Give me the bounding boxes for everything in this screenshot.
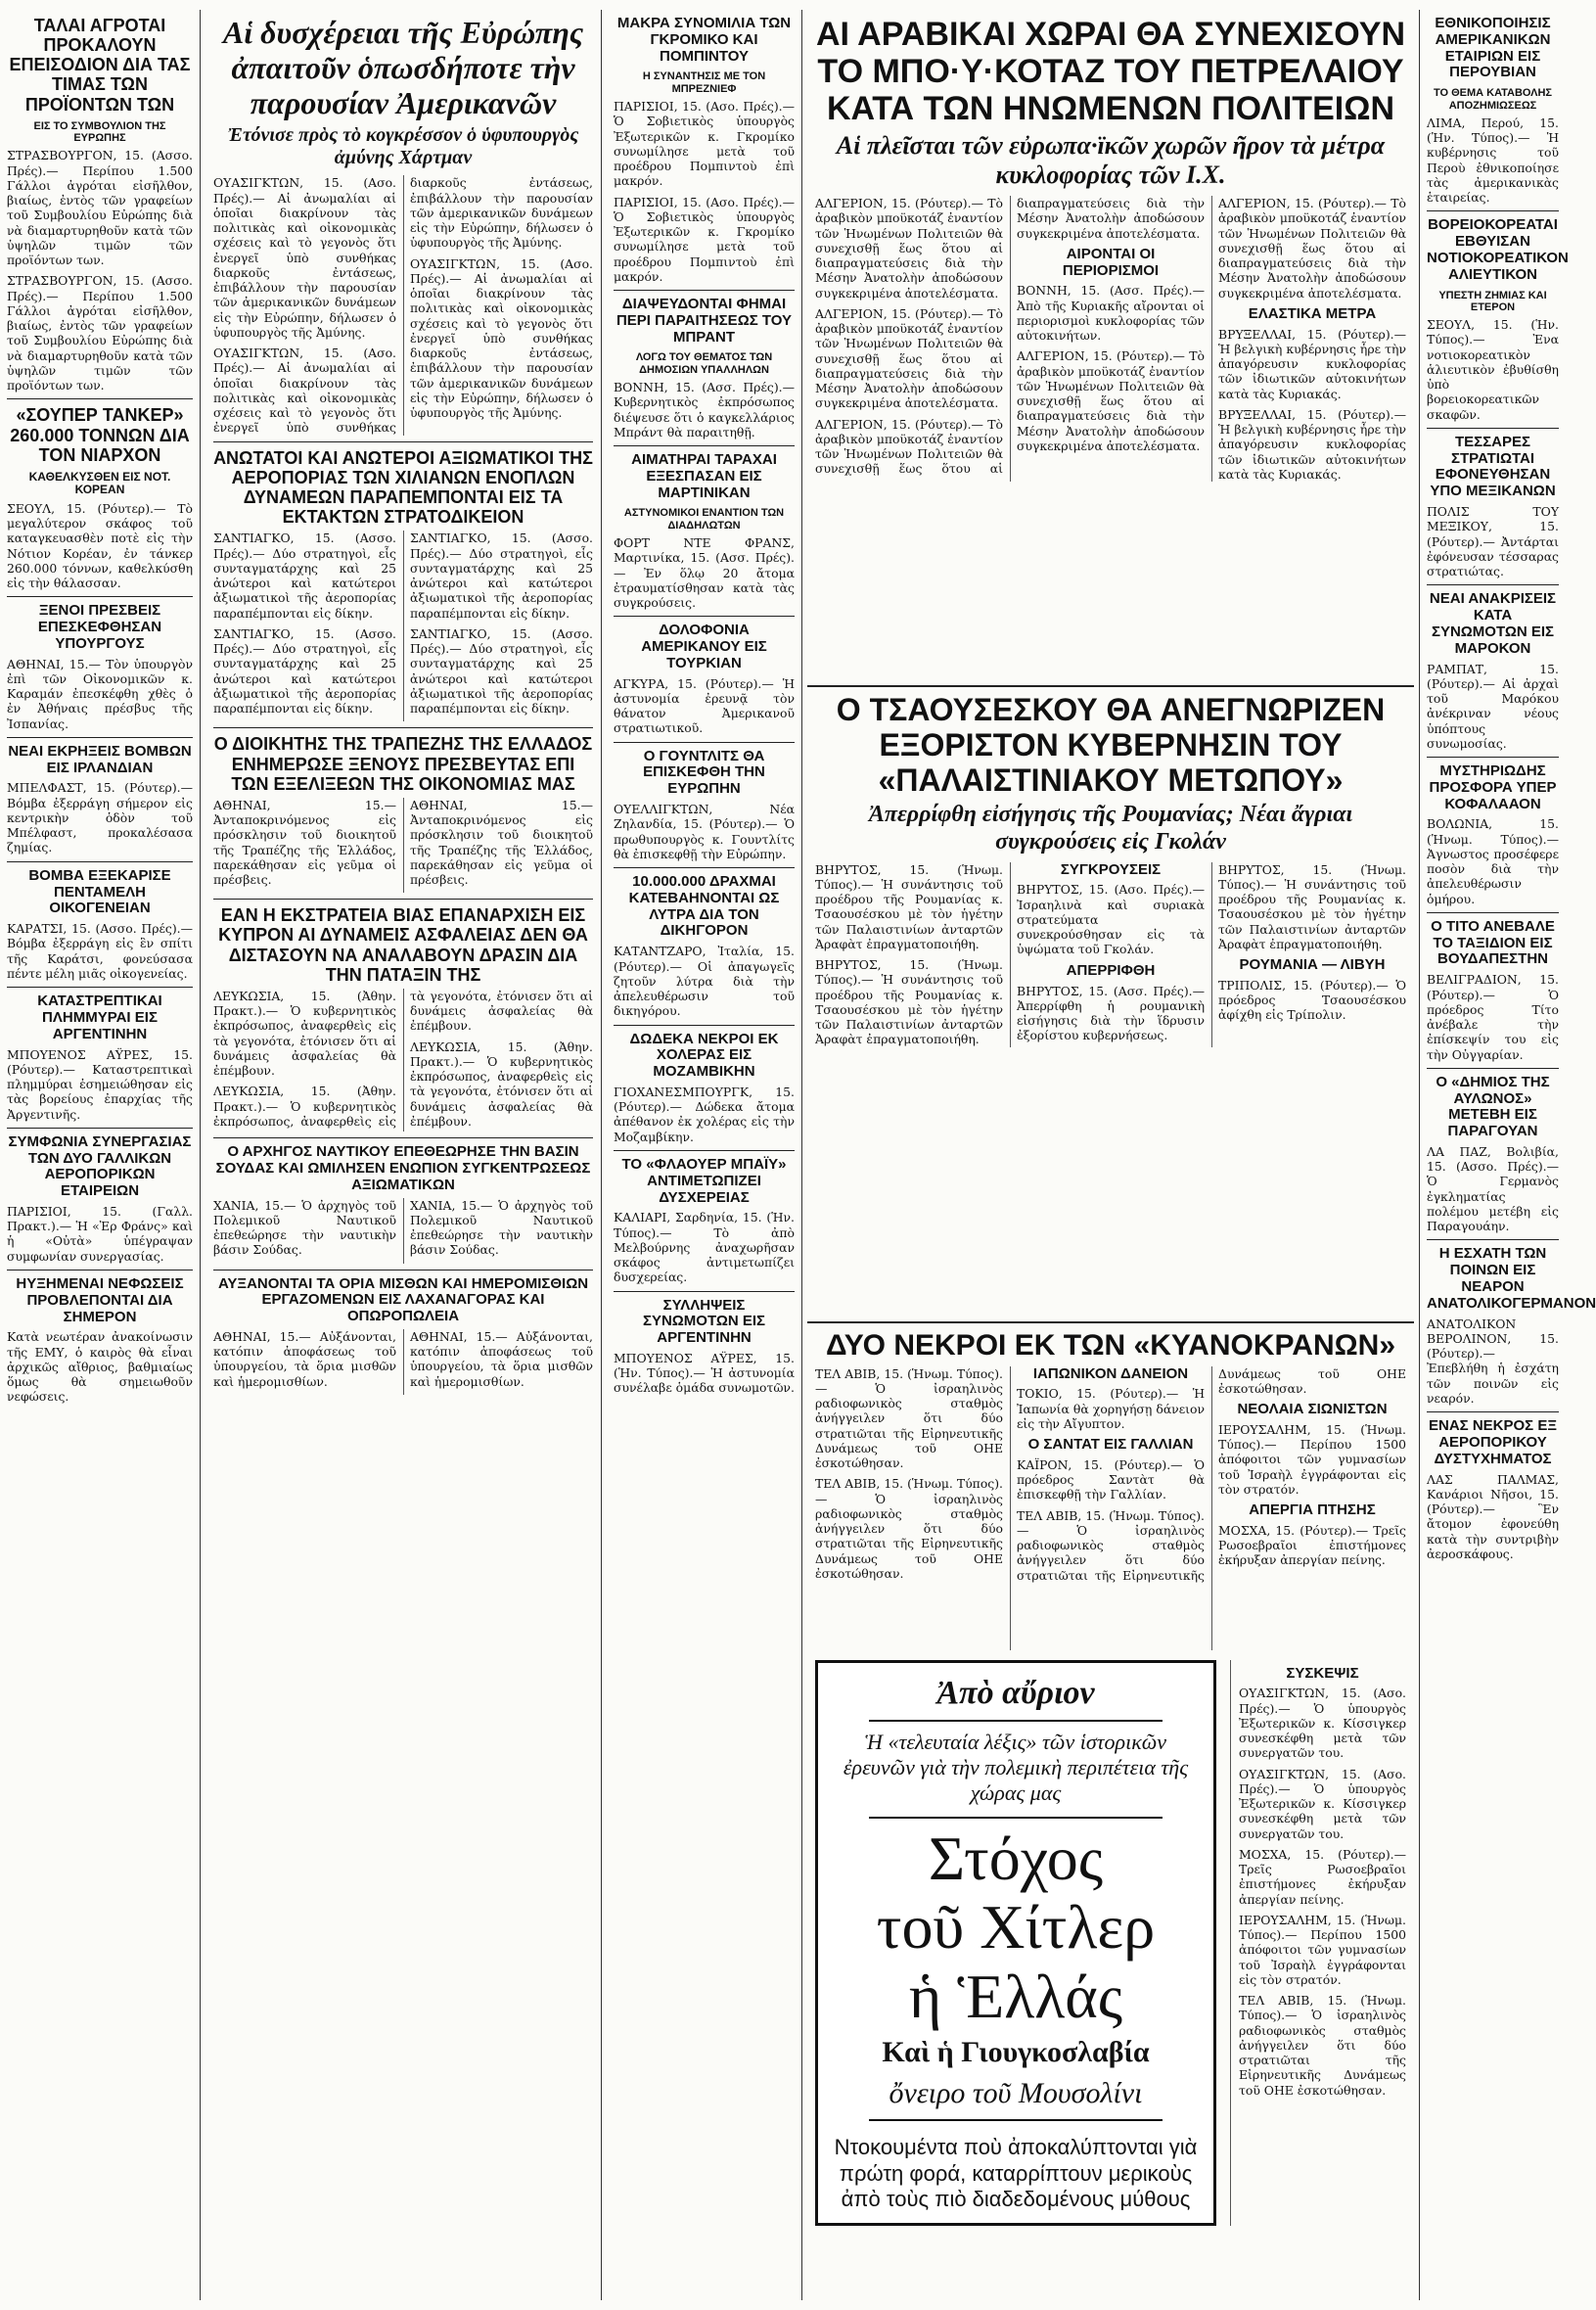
article-text: ΜΠΟΥΕΝΟΣ ΑΫΡΕΣ, 15. (Ρόυτερ).— Καταστρεπτικαὶ πλημμύραι ἐσημειώθησαν εἰς τὰς βορείους ἐπαρχίας τῆς Ἀργεντινῆς. (7, 1046, 193, 1122)
subheadline: ΕΙΣ ΤΟ ΣΥΜΒΟΥΛΙΟΝ ΤΗΣ ΕΥΡΩΠΗΣ (33, 119, 166, 145)
promo-footer: Ντοκουμέντα ποὺ ἀποκαλύπτονται γιὰ πρώτη φορά, καταρρίπτουν μερικοὺς ἀπὸ τοὺς πιὸ διαδεδομένους μύθους (834, 2135, 1198, 2212)
headline: Ο ΔΙΟΙΚΗΤΗΣ ΤΗΣ ΤΡΑΠΕΖΗΣ ΤΗΣ ΕΛΛΑΔΟΣ ΕΝΗΜΕΡΩΣΕ ΞΕΝΟΥΣ ΠΡΕΣΒΕΥΤΑΣ ΕΠΙ ΤΩΝ ΕΞΕΛΙΞΕΩΝ ΤΗΣ ΟΙΚΟΝΟΜΙΑΣ ΜΑΣ (213, 734, 593, 794)
banner-subheadline: Αἱ πλεῖσται τῶν εὐρωπα·ϊκῶν χωρῶν ῆρον τὰ μέτρα κυκλοφορίας τῶν Ι.Χ. (836, 131, 1386, 190)
center-low-right (1230, 1660, 1406, 2226)
promo-sub-line-1: Καὶ ἡ Γιουγκοσλαβία (882, 2036, 1150, 2069)
headline: ΔΩΔΕΚΑ ΝΕΚΡΟΙ ΕΚ ΧΟΛΕΡΑΣ ΕΙΣ ΜΟΖΑΜΒΙΚΗΝ (629, 1030, 779, 1081)
article-text: ΒΗΡΥΤΟΣ, 15. (Ασο. Πρές).— Ἰσραηλινὰ καὶ συριακὰ στρατεύματα συνεκρούσθησαν εἰς τὰ ὑψώματα τοῦ Γκολάν. (1017, 882, 1205, 957)
headline: ΙΑΠΩΝΙΚΟΝ ΔΑΝΕΙΟΝ (1032, 1364, 1189, 1382)
headline: ΕΝΑΣ ΝΕΚΡΟΣ ΕΞ ΑΕΡΟΠΟΡΙΚΟΥ ΔΥΣΤΥΧΗΜΑΤΟΣ (1428, 1417, 1557, 1467)
article-text-cont: ΑΛΓΕΡΙΟΝ, 15. (Ρόυτερ).— Τὸ ἀραβικὸν μποϋκοτάζ ἐναντίον τῶν Ἡνωμένων Πολιτειῶν θὰ συνεχισθῇ ἕως ὅτου αἱ διαπραγματεύσεις διὰ τὴν Μέσην Ἀνατολὴν ἀποδώσουν συγκεκριμένα ἀποτελέσματα. (1218, 196, 1406, 300)
article-text: ΚΑΪΡΟΝ, 15. (Ρόυτερ).— Ὁ πρόεδρος Σαντὰτ θὰ ἐπισκεφθῇ τὴν Γαλλίαν. (1017, 1456, 1205, 1502)
article-text-cont: ΑΘΗΝΑΙ, 15.— Ἀνταποκρινόμενος εἰς πρόσκλησιν τοῦ διοικητοῦ τῆς Τραπέζης τῆς Ἑλλάδος, παρεκάθησαν εἰς γεῦμα οἱ πρέσβεις. (410, 797, 593, 888)
article-text: ΤΟΚΙΟ, 15. (Ρόυτερ).— Ἡ Ἰαπωνία θὰ χορηγήσῃ δάνειον εἰς τὴν Αἴγυπτον. (1017, 1386, 1205, 1431)
article-text-cont: ΤΕΛ ΑΒΙΒ, 15. (Ἡνωμ. Τύπος).— Ὁ ἰσραηλινὸς ραδιοφωνικὸς σταθμὸς ἀνήγγειλεν ὅτι δύο στρατιῶται τῆς Εἰρηνευτικῆς Δυνάμεως τοῦ ΟΗΕ ἐσκοτώθησαν. (1017, 1365, 1406, 1583)
headline: ΑΠΕΡΓΙΑ ΠΤΗΣΗΣ (1249, 1502, 1376, 1519)
article-text-cont: ΛΕΥΚΩΣΙΑ, 15. (Ἀθην. Πρακτ.).— Ὁ κυβερνητικὸς ἐκπρόσωπος, ἀναφερθεὶς εἰς τὰ γεγονότα, ἐτόνισεν ὅτι αἱ δυνάμεις ἀσφαλείας θὰ ἐπέμβουν. (410, 1039, 593, 1129)
article-text: ΤΕΛ ΑΒΙΒ, 15. (Ἡνωμ. Τύπος).— Ὁ ἰσραηλινὸς ραδιοφωνικὸς σταθμὸς ἀνήγγειλεν ὅτι δύο στρατιῶται τῆς Εἰρηνευτικῆς Δυνάμεως τοῦ ΟΗΕ ἐσκοτώθησαν. (815, 1365, 1003, 1471)
headline: ΕΘΝΙΚΟΠΟΙΗΣΙΣ ΑΜΕΡΙΚΑΝΙΚΩΝ ΕΤΑΙΡΙΩΝ ΕΙΣ ΠΕΡΟΥΒΙΑΝ (1435, 15, 1551, 81)
article-text: ΑΘΗΝΑΙ, 15.— Ἀνταποκρινόμενος εἰς πρόσκλησιν τοῦ διοικητοῦ τῆς Τραπέζης τῆς Ἑλλάδος, παρεκάθησαν εἰς γεῦμα οἱ πρέσβεις. (213, 797, 396, 888)
lead-headline: Αἱ δυσχέρειαι τῆς Εὐρώπης ἀπαιτοῦν ὁπωσδήποτε τὴν παρουσίαν Ἀμερικανῶν (222, 15, 584, 120)
headline: Ο ΤΣΑΟΥΣΕΣΚΟΥ ΘΑ ΑΝΕΓΝΩΡΙΖΕΝ ΕΞΟΡΙΣΤΟΝ ΚΥΒΕΡΝΗΣΙΝ ΤΟΥ «ΠΑΛΑΙΣΤΙΝΙΑΚΟΥ ΜΕΤΩΠΟΥ» (836, 692, 1386, 798)
article-text-cont: ΣΑΝΤΙΑΓΚΟ, 15. (Ασσο. Πρές).— Δύο στρατηγοὶ, εἷς συνταγματάρχης καὶ 25 ἀνώτεροι καὶ κατώτεροι ἀξιωματικοὶ τῆς ἀεροπορίας παραπέμπονται εἰς δίκην. (410, 531, 593, 621)
promo-intro: Ἡ «τελευταία λέξις» τῶν ἱστορικῶν ἐρευνῶν γιὰ τὴν πολεμικὴ περιπέτεια τῆς χώρας μας (843, 1729, 1189, 1806)
headline: Ο «ΔΗΜΙΟΣ ΤΗΣ ΑΥΛΩΝΟΣ» ΜΕΤΕΒΗ ΕΙΣ ΠΑΡΑΓΟΥΑΝ (1436, 1073, 1550, 1140)
article-text: ΠΑΡΙΣΙΟΙ, 15. (Γαλλ. Πρακτ.).— Ἡ «Ἐρ Φράνς» καὶ ἡ «Οὐτὰ» ὑπέγραψαν συμφωνίαν συνεργασίας. (7, 1203, 193, 1264)
article-text: ΛΑ ΠΑΖ, Βολιβία, 15. (Ασσο. Πρές).— Ὁ Γερμανὸς ἐγκληματίας πολέμου μετέβη εἰς Παραγουάην. (1427, 1143, 1559, 1234)
article-text: Κατὰ νεωτέραν ἀνακοίνωσιν τῆς ΕΜΥ, ὁ καιρὸς θὰ εἶναι ἀρχικῶς αἴθριος, βαθμιαίως ὅμως θὰ σημειωθοῦν νεφώσεις. (7, 1329, 193, 1405)
headline: ΜΑΚΡΑ ΣΥΝΟΜΙΛΙΑ ΤΩΝ ΓΚΡΟΜΙΚΟ ΚΑΙ ΠΟΜΠΙΝΤΟΥ (616, 15, 792, 65)
promo-kicker: Ἀπὸ αὔριον (936, 1674, 1095, 1711)
article-text: ΤΡΙΠΟΛΙΣ, 15. (Ρόυτερ).— Ὁ πρόεδρος Τσαουσέσκου ἀφίχθη εἰς Τρίπολιν. (1218, 977, 1406, 1023)
promo-sub-line-2: ὄνειρο τοῦ Μουσολίνι (889, 2077, 1143, 2110)
article-text-cont: ΤΕΛ ΑΒΙΒ, 15. (Ἡνωμ. Τύπος).— Ὁ ἰσραηλινὸς ραδιοφωνικὸς σταθμὸς ἀνήγγειλεν ὅτι δύο στρατιῶται τῆς Εἰρηνευτικῆς Δυνάμεως τοῦ ΟΗΕ ἐσκοτώθησαν. (1239, 1993, 1406, 2098)
article-text: ΒΟΛΩΝΙΑ, 15. (Ἡνωμ. Τύπος).— Ἀγνωστος προσέφερε ποσὸν διὰ τὴν ἀπελευθέρωσιν ὁμήρου. (1427, 816, 1559, 906)
article-text-cont: ΣΤΡΑΣΒΟΥΡΓΟΝ, 15. (Ασσο. Πρές).— Περίπου 1.500 Γάλλοι ἀγρόται εἰσῆλθον, βιαίως, ἐντὸς τῶν γραφείων τοῦ Συμβουλίου Εὐρώπης διὰ νὰ διαμαρτυρηθοῦν κατὰ τῶν ὑψηλῶν τιμῶν τῶν προϊόντων των. (7, 273, 193, 393)
lead-subheadline: Ἐτόνισε πρὸς τὸ κογκρέσσον ὁ ὑφυπουργὸς ἀμύνης Χάρτμαν (227, 124, 579, 169)
center-mid-story (807, 685, 1414, 1312)
article-text-cont: ΟΥΑΣΙΓΚΤΩΝ, 15. (Ασο. Πρές).— Αἱ ἀνωμαλίαι αἱ ὁποῖαι διακρίνουν τὰς πολιτικὰς καὶ οἰκονομικὰς σχέσεις καὶ τὸ γεγονὸς ὅτι ἐνεργεῖ ὑπὸ συνθήκας διαρκοῦς ἐντάσεως, ἐπιβάλλουν τὴν παρουσίαν τῶν ἀμερικανικῶν δυνάμεων εἰς τὴν Εὐρώπην, δήλωσεν ὁ ὑφυπουργὸς τῆς Ἀμύνης. (213, 175, 593, 436)
headline: Ο ΑΡΧΗΓΟΣ ΝΑΥΤΙΚΟΥ ΕΠΕΘΕΩΡΗΣΕ ΤΗΝ ΒΑΣΙΝ ΣΟΥΔΑΣ ΚΑΙ ΩΜΙΛΗΣΕΝ ΕΝΩΠΙΟΝ ΣΥΓΚΕΝΤΡΩΣΕΩΣ ΑΞΙΩΜΑΤΙΚΩΝ (215, 1143, 591, 1193)
article-text-cont: ΑΛΓΕΡΙΟΝ, 15. (Ρόυτερ).— Τὸ ἀραβικὸν μποϋκοτάζ ἐναντίον τῶν Ἡνωμένων Πολιτειῶν θὰ συνεχισθῇ ἕως ὅτου αἱ διαπραγματεύσεις διὰ τὴν Μέσην Ἀνατολὴν ἀποδώσουν συγκεκριμένα ἀποτελέσματα. (1017, 348, 1205, 453)
article-text: ΣΕΟΥΛ, 15. (Ρόυτερ).— Τὸ μεγαλύτερον σκάφος τοῦ καταγκευασθὲν ποτὲ εἰς τὴν Νότιον Κορέαν, ἐν τάνκερ 260.000 τόννων, καθελκύσθη εἰς τὴν θάλασσαν. (7, 500, 193, 590)
article-text-cont: ΑΘΗΝΑΙ, 15.— Αὐξάνονται, κατόπιν ἀποφάσεως τοῦ ὑπουργείου, τὰ ὅρια μισθῶν καὶ ἡμερομισθίων. (410, 1328, 593, 1389)
article-text: ΛΙΜΑ, Περού, 15. (Ἡν. Τύπος).— Ἡ κυβέρνησις τοῦ Περοὺ ἐθνικοποίησε τὰς ἀμερικανικὰς ἑταιρείας. (1427, 115, 1559, 206)
headline: «ΣΟΥΠΕΡ ΤΑΝΚΕΡ» 260.000 ΤΟΝΝΩΝ ΔΙΑ ΤΟΝ ΝΙΑΡΧΟΝ (10, 405, 190, 465)
article-text: ΑΓΚΥΡΑ, 15. (Ρόυτερ).— Ἡ ἀστυνομία ἐρευνᾷ τὸν θάνατον Ἀμερικανοῦ στρατιωτικοῦ. (614, 675, 795, 736)
article-text-cont: ΣΑΝΤΙΑΓΚΟ, 15. (Ασσο. Πρές).— Δύο στρατηγοὶ, εἷς συνταγματάρχης καὶ 25 ἀνώτεροι καὶ κατώτεροι ἀξιωματικοὶ τῆς ἀεροπορίας παραπέμπονται εἰς δίκην. (213, 625, 396, 716)
headline: ΒΟΡΕΙΟΚΟΡΕΑΤΑΙ ΕΒΘΥΙΣΑΝ ΝΟΤΙΟΚΟΡΕΑΤΙΚΟΝ ΑΛΙΕΥΤΙΚΟΝ (1427, 216, 1569, 283)
article-text: ΚΑΛΙΑΡΙ, Σαρδηνία, 15. (Ἡν. Τύπος).— Τὸ ἀπὸ Μελβούρνης ἀναχωρῆσαν σκάφος ἀντιμετωπίζει δυσχερείας. (614, 1210, 795, 1285)
headline: ΞΕΝΟΙ ΠΡΕΣΒΕΙΣ ΕΠΕΣΚΕΦΘΗΣΑΝ ΥΠΟΥΡΓΟΥΣ (37, 602, 162, 652)
banner-headline: ΑΙ ΑΡΑΒΙΚΑΙ ΧΩΡΑΙ ΘΑ ΣΥΝΕΧΙΣΟΥΝ ΤΟ ΜΠΟ·Υ·ΚΟΤΑΖ ΤΟΥ ΠΕΤΡΕΛΑΙΟΥ ΚΑΤΑ ΤΩΝ ΗΝΩΜΕΝΩΝ ΠΟΛΙΤΕΙΩΝ (815, 16, 1406, 128)
article-text: ΜΠΕΛΦΑΣΤ, 15. (Ρόυτερ).— Βόμβα ἐξερράγη σήμερον εἰς κεντρικὴν ὁδὸν τοῦ Μπέλφαστ, προκαλέσασα ζημίας. (7, 780, 193, 855)
article-text: ΒΗΡΥΤΟΣ, 15. (Ἡνωμ. Τύπος).— Ἡ συνάντησις τοῦ προέδρου τῆς Ρουμανίας κ. Τσαουσέσκου μὲ τὸν ἡγέτην τῶν Παλαιστινίων ἀνταρτῶν Ἀραφὰτ ἐπραγματοποιήθη. (815, 861, 1003, 951)
article-text: ΚΑΡΑΤΣΙ, 15. (Ασσο. Πρές).— Βόμβα ἐξερράγη εἰς ἓν σπίτι τῆς Καράτσι, φονεύσασα πέντε μέλη μιᾶς οἰκογενείας. (7, 921, 193, 981)
headline: 10.000.000 ΔΡΑΧΜΑΙ ΚΑΤΕΒΑΗΝΟΝΤΑΙ ΩΣ ΛΥΤΡΑ ΔΙΑ ΤΟΝ ΔΙΚΗΓΟΡΟΝ (628, 873, 780, 940)
headline: ΡΟΥΜΑΝΙΑ — ΛΙΒΥΗ (1239, 956, 1386, 974)
subheadline: ΛΟΓΩ ΤΟΥ ΘΕΜΑΤΟΣ ΤΩΝ ΔΗΜΟΣΙΩΝ ΥΠΑΛΛΗΛΩΝ (635, 351, 773, 376)
article-text: ΒΡΥΞΕΛΛΑΙ, 15. (Ρόυτερ).— Ἡ βελγικὴ κυβέρνησις ἦρε τὴν ἀπαγόρευσιν κυκλοφορίας τῶν ἰδιωτικῶν αὐτοκινήτων κατὰ τὰς Κυριακάς. (1218, 326, 1406, 401)
headline: ΕΛΑΣΤΙΚΑ ΜΕΤΡΑ (1248, 304, 1377, 322)
article-text-cont: ΜΟΣΧΑ, 15. (Ρόυτερ).— Τρεῖς Ρωσοεβραῖοι ἐπιστήμονες ἐκήρυξαν ἀπεργίαν πείνης. (1239, 1846, 1406, 1907)
headline: ΑΙΜΑΤΗΡΑΙ ΤΑΡΑΧΑΙ ΕΞΕΣΠΑΣΑΝ ΕΙΣ ΜΑΡΤΙΝΙΚΑΝ (631, 451, 777, 501)
promo-box (815, 1660, 1216, 2226)
headline: ΑΝΩΤΑΤΟΙ ΚΑΙ ΑΝΩΤΕΡΟΙ ΑΞΙΩΜΑΤΙΚΟΙ ΤΗΣ ΑΕΡΟΠΟΡΙΑΣ ΤΩΝ ΧΙΛΙΑΝΩΝ ΕΝΟΠΛΩΝ ΔΥΝΑΜΕΩΝ ΠΑΡΑΠΕΜΠΟΝΤΑΙ ΕΙΣ ΤΑ ΕΚΤΑΚΤΩΝ ΣΤΡΑΤΟΔΙΚΕΙΟΝ (213, 447, 593, 528)
article-text: ΣΑΝΤΙΑΓΚΟ, 15. (Ασσο. Πρές).— Δύο στρατηγοὶ, εἷς συνταγματάρχης καὶ 25 ἀνώτεροι καὶ κατώτεροι ἀξιωματικοὶ τῆς ἀεροπορίας παραπέμπονται εἰς δίκην. (213, 531, 396, 621)
promo-title-line-3: ἡ Ἑλλάς (908, 1961, 1123, 2031)
article-text: ΛΕΥΚΩΣΙΑ, 15. (Ἀθην. Πρακτ.).— Ὁ κυβερνητικὸς ἐκπρόσωπος, ἀναφερθεὶς εἰς τὰ γεγονότα, ἐτόνισεν ὅτι αἱ δυνάμεις ἀσφαλείας θὰ ἐπέμβουν. (213, 988, 396, 1079)
column-2 (205, 10, 602, 2300)
headline: ΑΠΕΡΡΙΦΘΗ (1066, 961, 1156, 979)
subheadline: ΑΣΤΥΝΟΜΙΚΟΙ ΕΝΑΝΤΙΟΝ ΤΩΝ ΔΙΑΔΗΛΩΤΩΝ (623, 507, 785, 531)
headline: ΑΥΞΑΝΟΝΤΑΙ ΤΑ ΟΡΙΑ ΜΙΣΘΩΝ ΚΑΙ ΗΜΕΡΟΜΙΣΘΙΩΝ ΕΡΓΑΖΟΜΕΝΩΝ ΕΙΣ ΛΑΧΑΝΑΓΟΡΑΣ ΚΑΙ ΟΠΩΡΟΠΩΛΕΙΑ (217, 1274, 589, 1325)
article-text-cont: ΒΗΡΥΤΟΣ, 15. (Ἡνωμ. Τύπος).— Ἡ συνάντησις τοῦ προέδρου τῆς Ρουμανίας κ. Τσαουσέσκου μὲ τὸν ἡγέτην τῶν Παλαιστινίων ἀνταρτῶν Ἀραφὰτ ἐπραγματοποιήθη. (1218, 861, 1406, 951)
headline: ΑΙΡΟΝΤΑΙ ΟΙ ΠΕΡΙΟΡΙΣΜΟΙ (1062, 245, 1160, 279)
center-low-story (807, 1321, 1414, 2300)
article-text: ΜΟΣΧΑ, 15. (Ρόυτερ).— Τρεῖς Ρωσοεβραῖοι ἐπιστήμονες ἐκήρυξαν ἀπεργίαν πείνης. (1218, 1522, 1406, 1568)
article-text: ΚΑΤΑΝΤΖΑΡΟ, Ἰταλία, 15. (Ρόυτερ).— Οἱ ἀπαγωγεῖς ζητοῦν λύτρα διὰ τὴν ἀπελευθέρωσιν τοῦ δικηγόρου. (614, 944, 795, 1019)
headline: ΔΟΛΟΦΟΝΙΑ ΑΜΕΡΙΚΑΝΟΥ ΕΙΣ ΤΟΥΡΚΙΑΝ (641, 622, 767, 671)
headline: Ο ΣΑΝΤΑΤ ΕΙΣ ΓΑΛΛΙΑΝ (1027, 1436, 1194, 1454)
headline: ΔΥΟ ΝΕΚΡΟΙ ΕΚ ΤΩΝ «ΚΥΑΝΟΚΡΑΝΩΝ» (825, 1329, 1396, 1362)
headline: ΜΥΣΤΗΡΙΩΔΗΣ ΠΡΟΣΦΟΡΑ ΥΠΕΡ ΚΟΦΑΛΑΑΟΝ (1429, 762, 1557, 812)
headline: Η ΕΣΧΑΤΗ ΤΩΝ ΠΟΙΝΩΝ ΕΙΣ ΝΕΑΡΟΝ ΑΝΑΤΟΛΙΚΟΓΕΡΜΑΝΟΝ (1427, 1245, 1596, 1312)
article-text-cont: ΙΕΡΟΥΣΑΛΗΜ, 15. (Ἡνωμ. Τύπος).— Περίπου 1500 ἀπόφοιτοι τῶν γυμνασίων τοῦ Ἰσραὴλ ἐγγράφονται εἰς τὸν στρατόν. (1239, 1912, 1406, 1987)
column-1 (0, 10, 201, 2300)
headline: ΣΥΜΦΩΝΙΑ ΣΥΝΕΡΓΑΣΙΑΣ ΤΩΝ ΔΥΟ ΓΑΛΛΙΚΩΝ ΑΕΡΟΠΟΡΙΚΩΝ ΕΤΑΙΡΕΙΩΝ (8, 1132, 192, 1200)
article-text-cont: ΟΥΑΣΙΓΚΤΩΝ, 15. (Ασο. Πρές).— Αἱ ἀνωμαλίαι αἱ ὁποῖαι διακρίνουν τὰς πολιτικὰς καὶ οἰκονομικὰς σχέσεις καὶ τὸ γεγονὸς ὅτι ἐνεργεῖ ὑπὸ συνθήκας διαρκοῦς ἐντάσεως, ἐπιβάλλουν τὴν παρουσίαν τῶν ἀμερικανικῶν δυνάμεων εἰς τὴν Εὐρώπην, δήλωσεν ὁ ὑφυπουργὸς τῆς Ἀμύνης. (410, 255, 593, 421)
article-text: ΑΘΗΝΑΙ, 15.— Αὐξάνονται, κατόπιν ἀποφάσεως τοῦ ὑπουργείου, τὰ ὅρια μισθῶν καὶ ἡμερομισθίων. (213, 1328, 396, 1389)
article-text: ΟΥΕΛΛΙΓΚΤΩΝ, Νέα Ζηλανδία, 15. (Ρόυτερ).— Ὁ πρωθυπουργὸς κ. Γουντλίτς θὰ ἐπισκεφθῇ τὴν Εὐρώπην. (614, 802, 795, 861)
headline: ΤΟ «ΦΛΑΟΥΕΡ ΜΠΑΪΥ» ΑΝΤΙΜΕΤΩΠΙΖΕΙ ΔΥΣΧΕΡΕΙΑΣ (621, 1155, 787, 1206)
article-text: ΠΟΛΙΣ ΤΟΥ ΜΕΞΙΚΟΥ, 15. (Ρόυτερ).— Ἀντάρται ἐφόνευσαν τέσσαρας στρατιώτας. (1427, 504, 1559, 579)
article-text: ΒΟΝΝΗ, 15. (Ασσ. Πρές).— Ἀπὸ τῆς Κυριακῆς αἴρονται οἱ περιορισμοὶ κυκλοφορίας τῶν αὐτοκινήτων. (1017, 283, 1205, 344)
article-text: ΟΥΑΣΙΓΚΤΩΝ, 15. (Ασο. Πρές).— Αἱ ἀνωμαλίαι αἱ ὁποῖαι διακρίνουν τὰς πολιτικὰς καὶ οἰκονομικὰς σχέσεις καὶ τὸ γεγονὸς ὅτι ἐνεργεῖ ὑπὸ συνθήκας διαρκοῦς ἐντάσεως, ἐπιβάλλουν τὴν παρουσίαν τῶν ἀμερικανικῶν δυνάμεων εἰς τὴν Εὐρώπην, δήλωσεν ὁ ὑφυπουργὸς τῆς Ἀμύνης. (213, 175, 396, 340)
article-text-cont: ΣΑΝΤΙΑΓΚΟ, 15. (Ασσο. Πρές).— Δύο στρατηγοὶ, εἷς συνταγματάρχης καὶ 25 ἀνώτεροι καὶ κατώτεροι ἀξιωματικοὶ τῆς ἀεροπορίας παραπέμπονται εἰς δίκην. (410, 625, 593, 716)
article-text: ΑΘΗΝΑΙ, 15.— Τὸν ὑπουργὸν ἐπὶ τῶν Οἰκονομικῶν κ. Καραμάν ἐπεσκέφθη χθὲς ὁ ἐν Ἀθήναις πρέσβυς τῆς Ἰσπανίας. (7, 656, 193, 731)
column-3 (607, 10, 802, 2300)
article-text-cont: ΠΑΡΙΣΙΟΙ, 15. (Ασο. Πρές).— Ὁ Σοβιετικὸς ὑπουργὸς Ἐξωτερικῶν κ. Γκρομίκο συνωμίλησε μετὰ τοῦ προέδρου Πομπιντοὺ ἐπὶ μακρόν. (614, 194, 795, 284)
column-right (1419, 10, 1596, 2300)
headline: ΤΕΣΣΑΡΕΣ ΣΤΡΑΤΙΩΤΑΙ ΕΦΟΝΕΥΘΗΣΑΝ ΥΠΟ ΜΕΞΙΚΑΝΩΝ (1430, 433, 1556, 500)
article-text-cont: ΛΕΥΚΩΣΙΑ, 15. (Ἀθην. Πρακτ.).— Ὁ κυβερνητικὸς ἐκπρόσωπος, ἀναφερθεὶς εἰς τὰ γεγονότα, ἐτόνισεν ὅτι αἱ δυνάμεις ἀσφαλείας θὰ ἐπέμβουν. (213, 988, 593, 1129)
article-text: ΓΙΟΧΑΝΕΣΜΠΟΥΡΓΚ, 15. (Ρόυτερ).— Δώδεκα ἄτομα ἀπέθανον ἐκ χολέρας εἰς τὴν Μοζαμβίκην. (614, 1084, 795, 1144)
article-text: ΒΕΛΙΓΡΑΔΙΟΝ, 15. (Ρόυτερ).— Ὁ πρόεδρος Τίτο ἀνέβαλε τὴν ἐπίσκεψίν του εἰς τὴν Οὐγγαρίαν. (1427, 972, 1559, 1062)
article-text: ΟΥΑΣΙΓΚΤΩΝ, 15. (Ασο. Πρές).— Ὁ ὑπουργὸς Ἐξωτερικῶν κ. Κίσσιγκερ συνεσκέφθη μετὰ τῶν συνεργατῶν του. (1239, 1686, 1406, 1761)
article-text: ΣΕΟΥΛ, 15. (Ἡν. Τύπος).— Ἐνα νοτιοκορεατικὸν ἁλιευτικὸν ἐβυθίσθη ὑπὸ βορειοκορεατικῶν σκαφῶν. (1427, 317, 1559, 422)
subheadline: ΚΑΘΕΛΚΥΣΘΕΝ ΕΙΣ ΝΟΤ. ΚΟΡΕΑΝ (28, 469, 171, 497)
headline: Ο ΓΟΥΝΤΛΙΤΣ ΘΑ ΕΠΙΣΚΕΦΘΗ ΤΗΝ ΕΥΡΩΠΗΝ (643, 747, 765, 798)
article-text: ΣΤΡΑΣΒΟΥΡΓΟΝ, 15. (Ασσο. Πρές).— Περίπου 1.500 Γάλλοι ἀγρόται εἰσῆλθον, βιαίως, ἐντὸς τῶν γραφείων τοῦ Συμβουλίου Εὐρώπης διὰ νὰ διαμαρτυρηθοῦν κατὰ τῶν ὑψηλῶν τιμῶν τῶν προϊόντων των. (7, 148, 193, 268)
headline: ΣΥΓΚΡΟΥΣΕΙΣ (1060, 860, 1162, 878)
promo-title-line-1: Στόχος (928, 1823, 1104, 1893)
article-text-cont: ΒΡΥΞΕΛΛΑΙ, 15. (Ρόυτερ).— Ἡ βελγικὴ κυβέρνησις ἦρε τὴν ἀπαγόρευσιν κυκλοφορίας τῶν ἰδιωτικῶν αὐτοκινήτων κατὰ τὰς Κυριακάς. (1218, 406, 1406, 482)
headline: ΗΥΞΗΜΕΝΑΙ ΝΕΦΩΣΕΙΣ ΠΡΟΒΛΕΠΟΝΤΑΙ ΔΙΑ ΣΗΜΕΡΟΝ (16, 1274, 184, 1325)
subheadline: Η ΣΥΝΑΝΤΗΣΙΣ ΜΕ ΤΟΝ ΜΠΡΕΖΝΙΕΦ (642, 70, 766, 95)
center-top-story (807, 10, 1414, 675)
article-text: ΛΑΣ ΠΑΛΜΑΣ, Κανάριοι Νῆσοι, 15. (Ρόυτερ).— Ἓν ἄτομον ἐφονεύθη κατὰ τὴν συντριβὴν ἀεροσκάφους. (1427, 1471, 1559, 1561)
headline: ΝΕΑΙ ΕΚΡΗΞΕΙΣ ΒΟΜΒΩΝ ΕΙΣ ΙΡΛΑΝΔΙΑΝ (8, 742, 192, 776)
article-text-cont: ΧΑΝΙΑ, 15.— Ὁ ἀρχηγὸς τοῦ Πολεμικοῦ Ναυτικοῦ ἐπεθεώρησε τὴν ναυτικὴν βάσιν Σούδας. (410, 1197, 593, 1258)
headline: ΔΙΑΨΕΥΔΟΝΤΑΙ ΦΗΜΑΙ ΠΕΡΙ ΠΑΡΑΙΤΗΣΕΩΣ ΤΟΥ ΜΠΡΑΝΤ (616, 296, 793, 346)
article-text-cont: ΤΕΛ ΑΒΙΒ, 15. (Ἡνωμ. Τύπος).— Ὁ ἰσραηλινὸς ραδιοφωνικὸς σταθμὸς ἀνήγγειλεν ὅτι δύο στρατιῶται τῆς Εἰρηνευτικῆς Δυνάμεως τοῦ ΟΗΕ ἐσκοτώθησαν. (815, 1476, 1003, 1581)
article-text-cont: ΟΥΑΣΙΓΚΤΩΝ, 15. (Ασο. Πρές).— Ὁ ὑπουργὸς Ἐξωτερικῶν κ. Κίσσιγκερ συνεσκέφθη μετὰ τῶν συνεργατῶν του. (1239, 1766, 1406, 1841)
subheadline: Ἀπερρίφθη εἰσήγησις τῆς Ρουμανίας; Νέαι ἄγριαι συγκρούσεις εἰς Γκολάν (868, 802, 1353, 855)
headline: ΝΕΟΛΑΙΑ ΣΙΩΝΙΣΤΩΝ (1237, 1401, 1388, 1418)
article-text: ΒΗΡΥΤΟΣ, 15. (Ασσ. Πρές).— Ἀπερρίφθη ἡ ρουμανικὴ εἰσήγησις διὰ τὴν ἵδρυσιν ἐξορίστου κυβερνήσεως. (1017, 983, 1205, 1043)
article-text: ΑΛΓΕΡΙΟΝ, 15. (Ρόυτερ).— Τὸ ἀραβικὸν μποϋκοτάζ ἐναντίον τῶν Ἡνωμένων Πολιτειῶν θὰ συνεχισθῇ ἕως ὅτου αἱ διαπραγματεύσεις διὰ τὴν Μέσην Ἀνατολὴν ἀποδώσουν συγκεκριμένα ἀποτελέσματα. (815, 196, 1003, 300)
headline: ΚΑΤΑΣΤΡΕΠΤΙΚΑΙ ΠΛΗΜΜΥΡΑΙ ΕΙΣ ΑΡΓΕΝΤΙΝΗΝ (37, 993, 162, 1042)
article-text: ΜΠΟΥΕΝΟΣ ΑΫΡΕΣ, 15. (Ἡν. Τύπος).— Ἡ ἀστυνομία συνέλαβε ὁμάδα συνωμοτῶν. (614, 1350, 795, 1396)
article-text: ΧΑΝΙΑ, 15.— Ὁ ἀρχηγὸς τοῦ Πολεμικοῦ Ναυτικοῦ ἐπεθεώρησε τὴν ναυτικὴν βάσιν Σούδας. (213, 1197, 396, 1258)
headline: Ο ΤΙΤΟ ΑΝΕΒΑΛΕ ΤΟ ΤΑΞΙΔΙΟΝ ΕΙΣ ΒΟΥΔΑΠΕΣΤΗΝ (1431, 917, 1555, 968)
headline: ΤΑΛΑΙ ΑΓΡΟΤΑΙ ΠΡΟΚΑΛΟΥΝ ΕΠΕΙΣΟΔΙΟΝ ΔΙΑ ΤΑΣ ΤΙΜΑΣ ΤΩΝ ΠΡΟΪΟΝΤΩΝ ΤΩΝ (9, 16, 191, 115)
article-text-cont: ΒΗΡΥΤΟΣ, 15. (Ἡνωμ. Τύπος).— Ἡ συνάντησις τοῦ προέδρου τῆς Ρουμανίας κ. Τσαουσέσκου μὲ τὸν ἡγέτην τῶν Παλαιστινίων ἀνταρτῶν Ἀραφὰτ ἐπραγματοποιήθη. (815, 957, 1003, 1047)
promo-title-line-2: τοῦ Χίτλερ (876, 1892, 1156, 1963)
article-text-cont: ΑΛΓΕΡΙΟΝ, 15. (Ρόυτερ).— Τὸ ἀραβικὸν μποϋκοτάζ ἐναντίον τῶν Ἡνωμένων Πολιτειῶν θὰ συνεχισθῇ ἕως ὅτου αἱ διαπραγματεύσεις διὰ τὴν Μέσην Ἀνατολὴν ἀποδώσουν συγκεκριμένα ἀποτελέσματα. (815, 305, 1003, 411)
headline: ΕΑΝ Η ΕΚΣΤΡΑΤΕΙΑ ΒΙΑΣ ΕΠΑΝΑΡΧΙΣΗ ΕΙΣ ΚΥΠΡΟΝ ΑΙ ΔΥΝΑΜΕΙΣ ΑΣΦΑΛΕΙΑΣ ΔΕΝ ΘΑ ΔΙΣΤΑΣΟΥΝ ΝΑ ΑΝΑΛΑΒΟΥΝ ΔΡΑΣΙΝ ΔΙΑ ΤΗΝ ΠΑΤΑΞΙΝ ΤΗΣ (218, 905, 588, 985)
article-text: ΑΝΑΤΟΛΙΚΟΝ ΒΕΡΟΛΙΝΟΝ, 15. (Ρόυτερ).— Ἐπεβλήθη ἡ ἐσχάτη τῶν ποινῶν εἰς νεαρόν. (1427, 1316, 1559, 1406)
article-text: ΦΟΡΤ ΝΤΕ ΦΡΑΝΣ, Μαρτινίκα, 15. (Ασσ. Πρές).— Ἐν ὅλῳ 20 ἄτομα ἐτραυματίσθησαν κατὰ τὰς συγκρούσεις. (614, 535, 795, 611)
article-text: ΙΕΡΟΥΣΑΛΗΜ, 15. (Ἡνωμ. Τύπος).— Περίπου 1500 ἀπόφοιτοι τῶν γυμνασίων τοῦ Ἰσραὴλ ἐγγράφονται εἰς τὸν στρατόν. (1218, 1421, 1406, 1497)
headline: ΝΕΑΙ ΑΝΑΚΡΙΣΕΙΣ ΚΑΤΑ ΣΥΝΩΜΟΤΩΝ ΕΙΣ ΜΑΡΟΚΟΝ (1429, 590, 1557, 657)
headline: ΒΟΜΒΑ ΕΞΕΚΑΡΙΣΕ ΠΕΝΤΑΜΕΛΗ ΟΙΚΟΓΕΝΕΙΑΝ (28, 866, 171, 917)
headline: ΣΥΛΛΗΨΕΙΣ ΣΥΝΩΜΟΤΩΝ ΕΙΣ ΑΡΓΕΝΤΙΝΗΝ (642, 1296, 766, 1347)
subheadline: ΥΠΕΣΤΗ ΖΗΜΙΑΣ ΚΑΙ ΕΤΕΡΟΝ (1438, 289, 1547, 313)
article-text: ΡΑΜΠΑΤ, 15. (Ρόυτερ).— Αἱ ἀρχαὶ τοῦ Μαρόκου ἀνέκριναν νέους ὑπόπτους συνωμοσίας. (1427, 661, 1559, 751)
article-text: ΒΟΝΝΗ, 15. (Ασσ. Πρές).— Κυβερνητικὸς ἐκπρόσωπος διέψευσε ὅτι ὁ καγκελλάριος Μπράντ θὰ παραιτηθῇ. (614, 380, 795, 439)
article-text-cont: ΑΛΓΕΡΙΟΝ, 15. (Ρόυτερ).— Τὸ ἀραβικὸν μποϋκοτάζ ἐναντίον τῶν Ἡνωμένων Πολιτειῶν θὰ συνεχισθῇ ἕως ὅτου αἱ διαπραγματεύσεις διὰ τὴν Μέσην Ἀνατολὴν ἀποδώσουν συγκεκριμένα ἀποτελέσματα. (815, 196, 1205, 477)
subheadline: ΤΟ ΘΕΜΑ ΚΑΤΑΒΟΛΗΣ ΑΠΟΖΗΜΙΩΣΕΩΣ (1433, 87, 1553, 112)
headline: ΣΥΣΚΕΨΙΣ (1286, 1664, 1359, 1682)
article-text: ΠΑΡΙΣΙΟΙ, 15. (Ασο. Πρές).— Ὁ Σοβιετικὸς ὑπουργὸς Ἐξωτερικῶν κ. Γκρομίκο συνωμίλησε μετὰ τοῦ προέδρου Πομπιντοὺ ἐπὶ μακρόν. (614, 99, 795, 189)
